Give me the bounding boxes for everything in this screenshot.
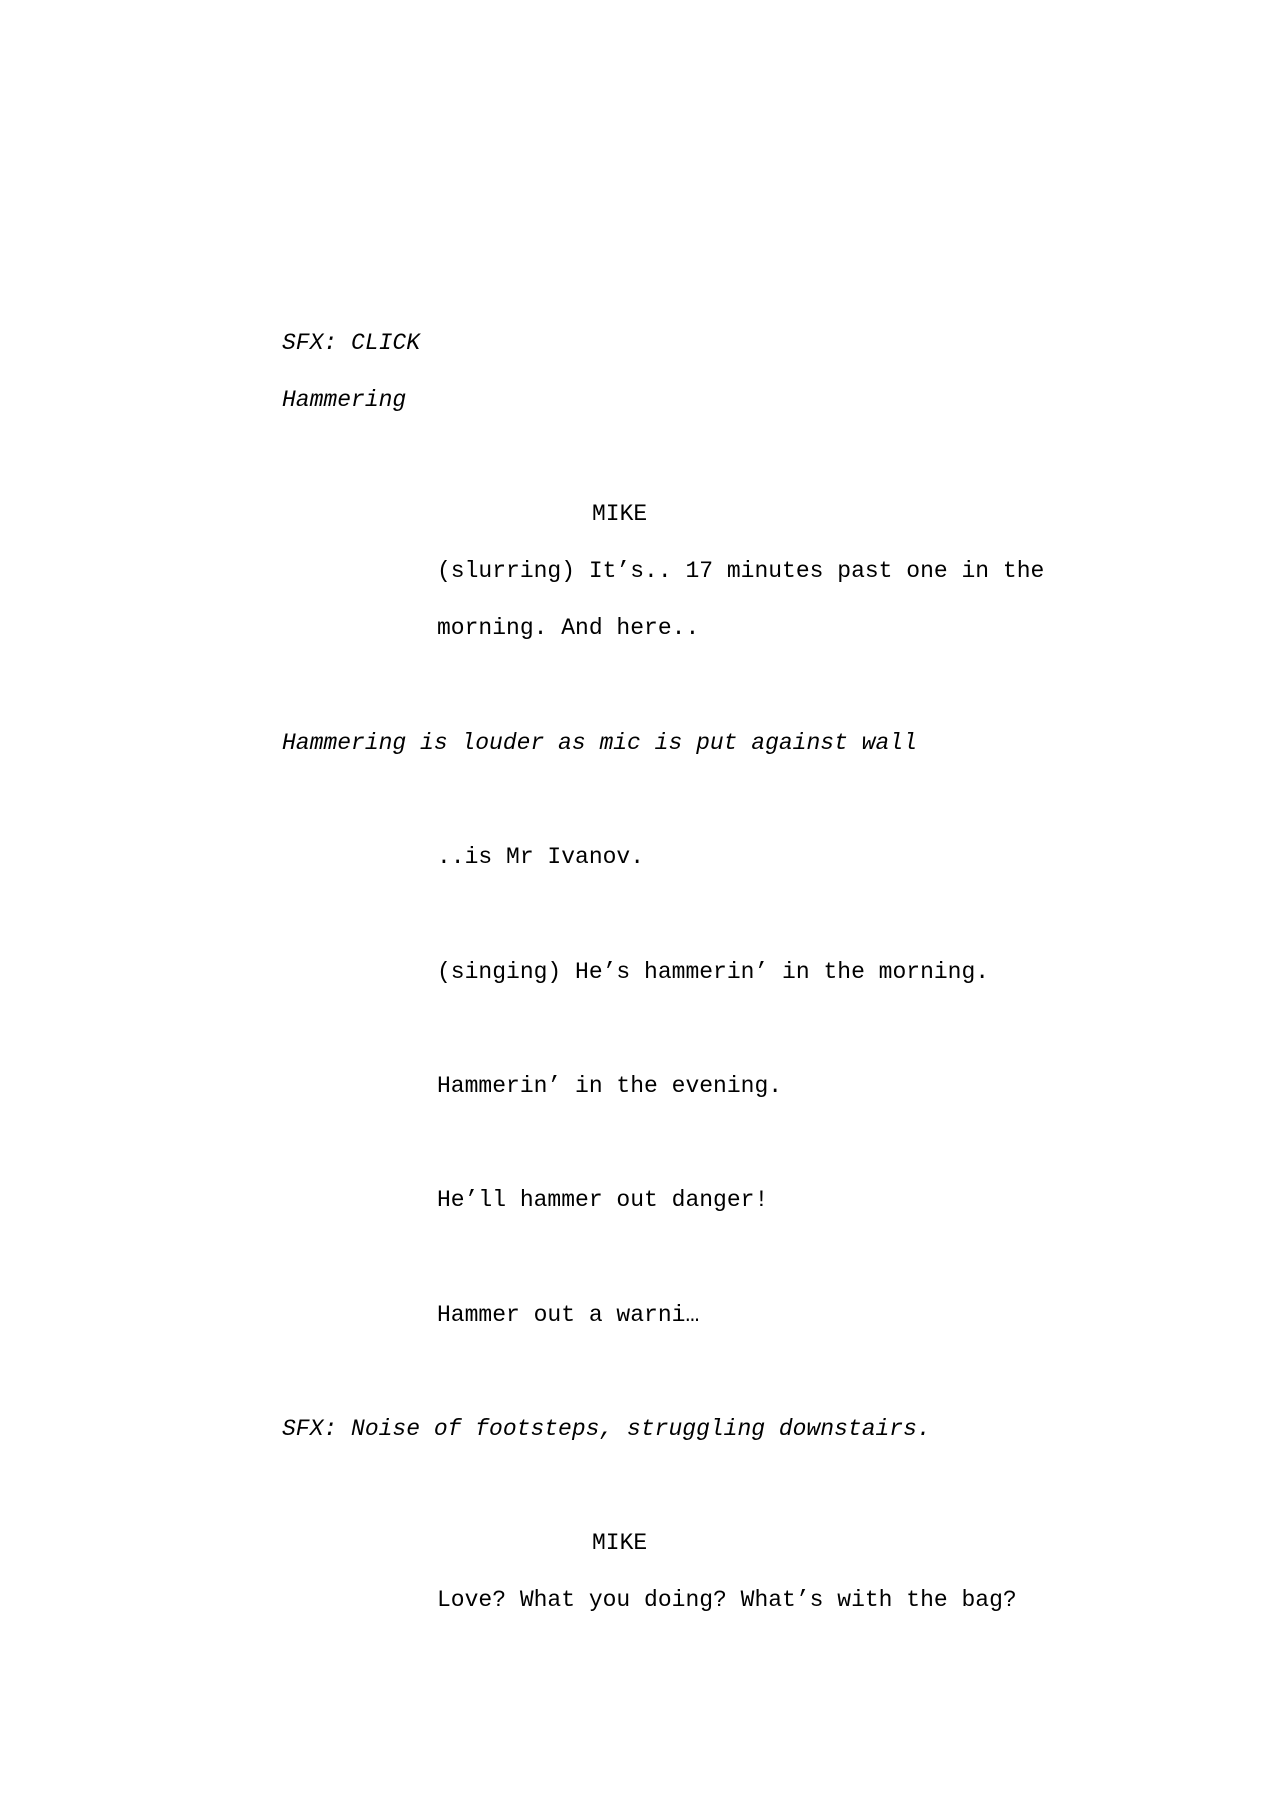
dialogue-line: Hammerin’ in the evening. <box>437 1073 783 1099</box>
dialogue-line: (slurring) It’s.. 17 minutes past one in the <box>437 558 1045 584</box>
dialogue-line: (singing) He’s hammerin’ in the morning. <box>437 959 990 985</box>
sfx-footsteps-line: SFX: Noise of footsteps, struggling downstairs. <box>282 1416 931 1442</box>
dialogue-line: morning. And here.. <box>437 615 700 641</box>
dialogue-line: Hammer out a warni… <box>437 1302 700 1328</box>
character-name-mike: MIKE <box>592 1530 648 1556</box>
dialogue-line: He’ll hammer out danger! <box>437 1187 769 1213</box>
dialogue-line: ..is Mr Ivanov. <box>437 844 645 870</box>
sfx-click-line: SFX: CLICK <box>282 330 421 356</box>
sound-direction-hammering: Hammering <box>282 387 407 413</box>
action-direction-louder: Hammering is louder as mic is put against wall <box>282 730 917 756</box>
character-name-mike: MIKE <box>592 501 648 527</box>
dialogue-line: Love? What you doing? What’s with the bag? <box>437 1587 1017 1613</box>
